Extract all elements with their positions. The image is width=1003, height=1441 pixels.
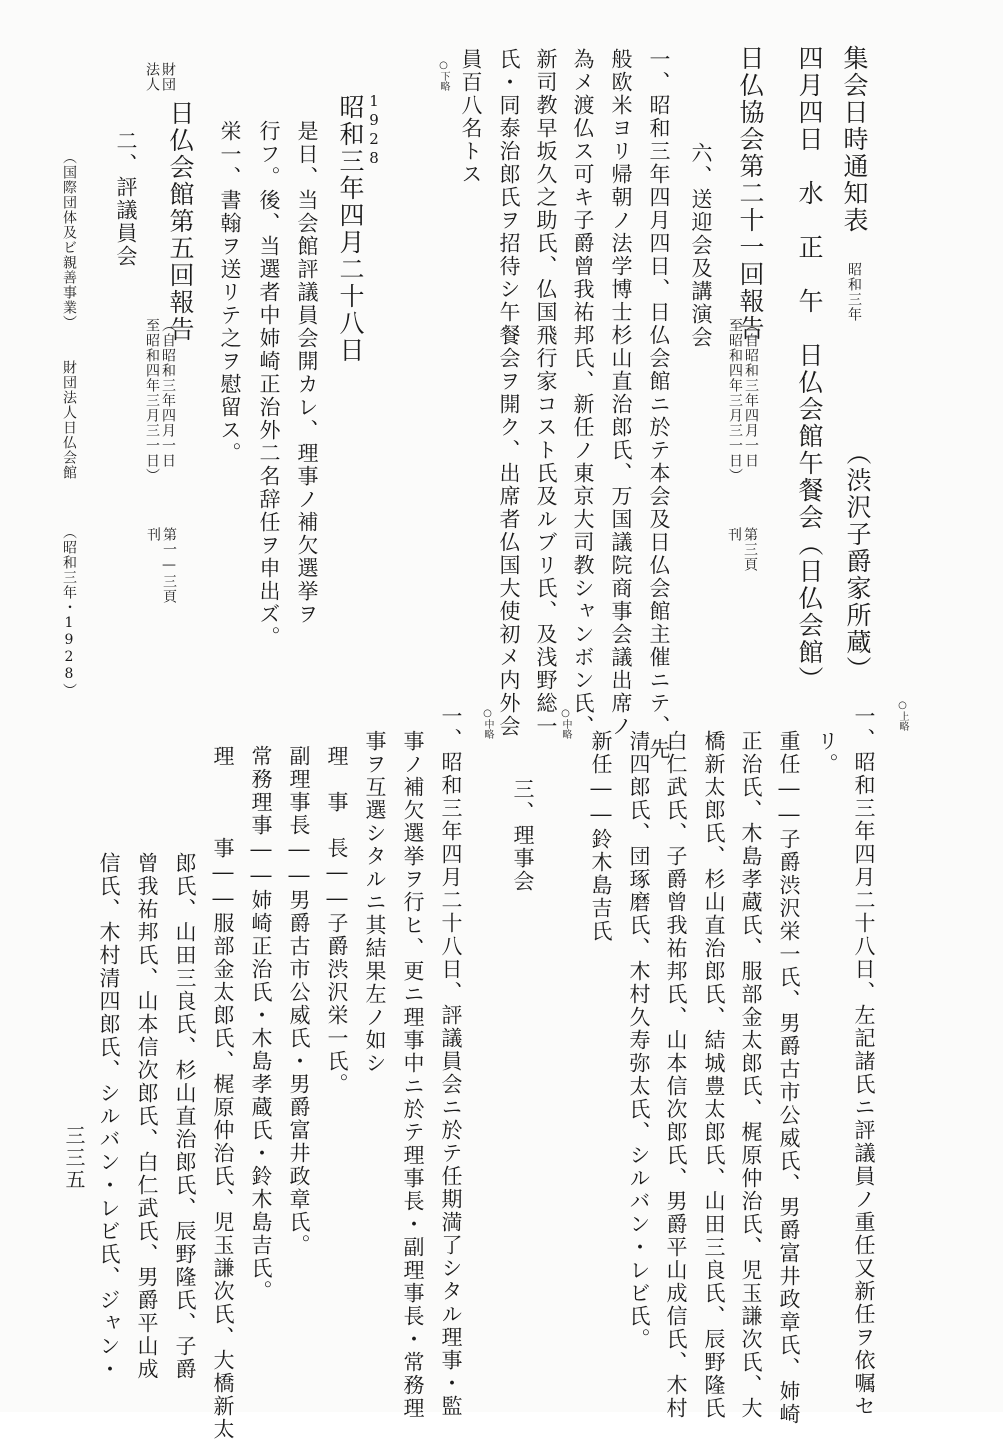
period-line-a: （自昭和三年四月一日 bbox=[160, 318, 176, 468]
page-line-a: 第一—三頁 bbox=[161, 527, 177, 604]
date-heading: 昭和三年四月二十八日 bbox=[336, 94, 365, 364]
page-line-a: 第三頁 bbox=[742, 527, 758, 572]
body-line: 白仁武氏、子爵曾我祐邦氏、山本信次郎氏、男爵平山成信氏、木村 bbox=[664, 730, 688, 1420]
notice-table-year: 昭和三年 bbox=[846, 262, 862, 322]
report-title-5: 日仏会館第五回報告 bbox=[166, 100, 195, 343]
report-period-21 bbox=[728, 318, 758, 483]
summary-line: 行フ。後、当選者中姉崎正治外二名辞任ヲ申出ズ。 bbox=[257, 120, 281, 649]
body-line: 重任――子爵渋沢栄一氏、男爵古市公威氏、男爵富井政章氏、姉崎 bbox=[777, 730, 801, 1426]
report-title-21: 日仏協会第二十一回報告 bbox=[736, 45, 765, 342]
body-line: 新司教早坂久之助氏、仏国飛行家コスト氏及ルブリ氏、及浅野総一 bbox=[534, 48, 558, 738]
running-header-category: （国際団体及ビ親善事業） bbox=[61, 150, 77, 330]
section-heading-6: 六、送迎会及講演会 bbox=[689, 142, 713, 349]
page-line-b: 刊 bbox=[726, 527, 742, 542]
notice-table-owner: （渋沢子爵家所蔵） bbox=[843, 440, 872, 683]
year-marker: 1928 bbox=[365, 92, 383, 168]
report-page-5 bbox=[146, 527, 176, 604]
body-line: 為メ渡仏ス可キ子爵曾我祐邦氏、新任ノ東京大司教シャンボン氏、 bbox=[571, 48, 595, 738]
report-period-5 bbox=[145, 318, 175, 483]
running-header-year: （昭和三年・1928） bbox=[61, 525, 77, 698]
officer-line: 理 事 長――子爵渋沢栄一氏。 bbox=[325, 745, 349, 1096]
omission-mark: ○中略 bbox=[482, 708, 493, 739]
body-line: 一、昭和三年四月二十八日、左記諸氏ニ評議員ノ重任又新任ヲ依嘱セ bbox=[852, 705, 876, 1418]
body-line: 橋新太郎氏、杉山直治郎氏、結城豊太郎氏、山田三良氏、辰野隆氏 bbox=[702, 730, 726, 1420]
officer-line: 曾我祐邦氏、山本信次郎氏、白仁武氏、男爵平山成 bbox=[135, 852, 159, 1381]
body-line: 一、昭和三年四月二十八日、評議員会ニ於テ任期満了シタル理事・監 bbox=[439, 705, 463, 1418]
prefix-line-b: 法人 bbox=[144, 62, 160, 92]
period-line-b: 至昭和四年三月三一日） bbox=[144, 318, 160, 483]
body-line: 事ヲ互選シタルニ其結果左ノ如シ bbox=[363, 730, 387, 1075]
meeting-entry: 四月四日 水 正 午 日仏会館午餐会（日仏会館） bbox=[795, 45, 824, 693]
body-line: 新任――鈴木島吉氏 bbox=[589, 730, 613, 943]
body-line: 清四郎氏、団琢磨氏、木村久寿弥太氏、シルバン・レビ氏。 bbox=[627, 730, 651, 1351]
officer-line: 信氏、木村清四郎氏、シルバン・レビ氏、ジャン・ bbox=[97, 852, 121, 1381]
officer-line: 郎氏、山田三良氏、杉山直治郎氏、辰野隆氏、子爵 bbox=[173, 852, 197, 1381]
officer-line: 理 事――服部金太郎氏、梶原仲治氏、児玉謙次氏、大橋新太 bbox=[211, 745, 235, 1441]
notice-table-title: 集会日時通知表 bbox=[840, 45, 869, 234]
section-heading-3: 三、理事会 bbox=[511, 778, 535, 893]
body-line: 事ノ補欠選挙ヲ行ヒ、更ニ理事中ニ於テ理事長・副理事長・常務理 bbox=[401, 730, 425, 1420]
body-line: 正治氏、木島孝蔵氏、服部金太郎氏、梶原仲治氏、児玉謙次氏、大 bbox=[739, 730, 763, 1420]
running-header-org: 財団法人日仏会館 bbox=[61, 360, 77, 480]
body-line: 般欧米ヨリ帰朝ノ法学博士杉山直治郎氏、万国議院商事会議出席ノ bbox=[609, 48, 633, 738]
summary-line: 栄一、書翰ヲ送リテ之ヲ慰留ス。 bbox=[218, 120, 242, 465]
omission-mark: ○中略 bbox=[560, 708, 571, 739]
body-line: 氏・同泰治郎氏ヲ招待シ午餐会ヲ開ク、出席者仏国大使初メ内外会 bbox=[497, 48, 521, 738]
officer-line: 常務理事――姉崎正治氏・木島孝蔵氏・鈴木島吉氏。 bbox=[249, 745, 273, 1303]
period-line-b: 至昭和四年三月三一日） bbox=[727, 318, 743, 483]
page-number: 三三五 bbox=[62, 1125, 86, 1191]
section-heading-2: 二、評議員会 bbox=[114, 130, 138, 268]
foundation-prefix bbox=[145, 62, 175, 92]
omission-mark: ○上略 bbox=[897, 700, 908, 731]
page-line-b: 刊 bbox=[145, 527, 161, 542]
body-line: 員百八名トス bbox=[459, 48, 483, 186]
omission-mark: ○下略 bbox=[438, 60, 449, 91]
officer-line: 副理事長――男爵古市公威氏・男爵富井政章氏。 bbox=[287, 745, 311, 1257]
summary-line: 是日、当会館評議員会開カレ、理事ノ補欠選挙ヲ bbox=[295, 120, 319, 626]
period-line-a: （自昭和三年四月一日 bbox=[743, 318, 759, 468]
report-page-21 bbox=[727, 527, 757, 572]
body-line: 一、昭和三年四月四日、日仏会館ニ於テ本会及日仏会館主催ニテ、先 bbox=[647, 48, 671, 761]
body-line: リ。 bbox=[815, 730, 839, 776]
prefix-line-a: 財団 bbox=[160, 62, 176, 92]
